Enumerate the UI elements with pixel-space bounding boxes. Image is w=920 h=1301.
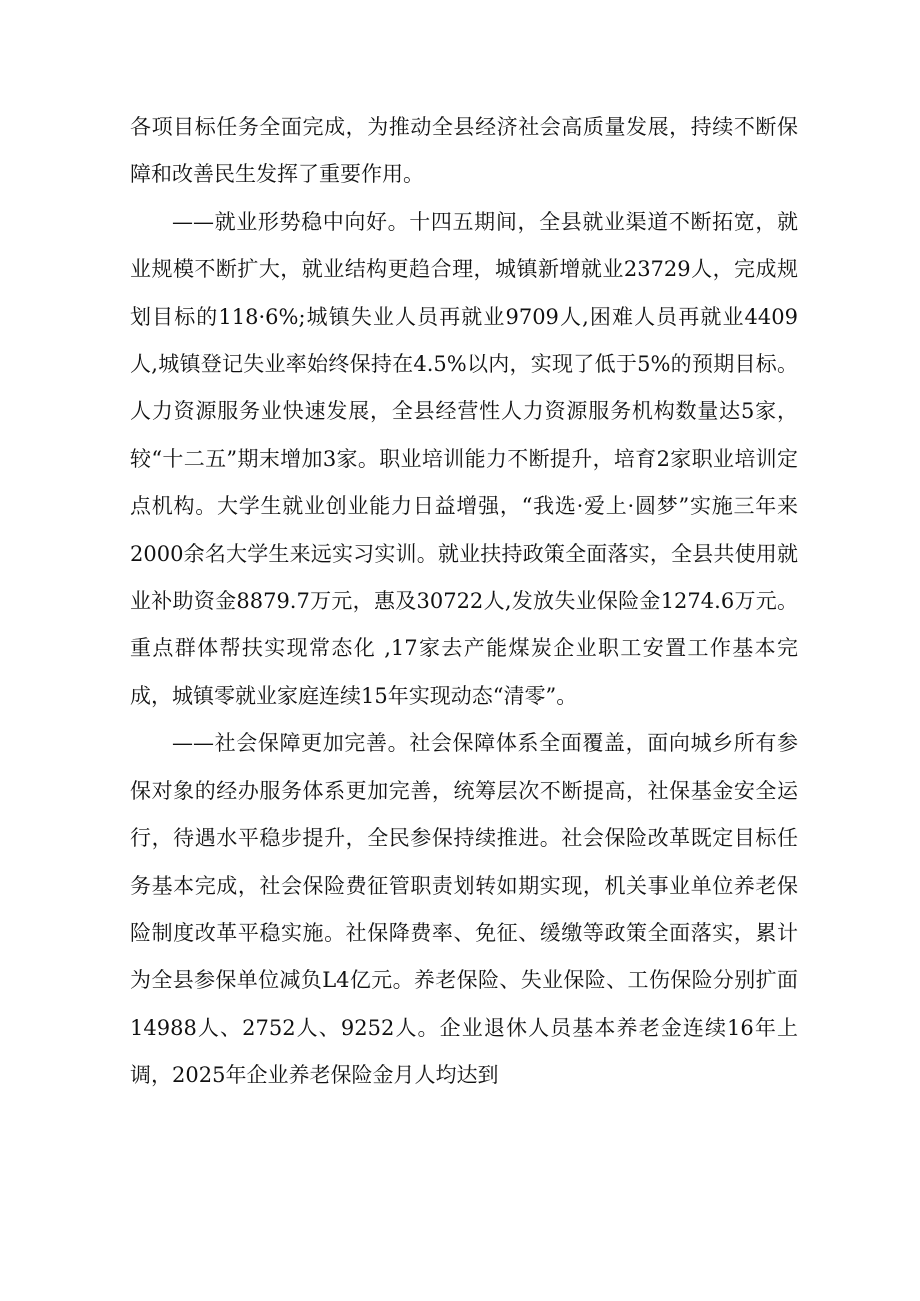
paragraph-social-security: ——社会保障更加完善。社会保障体系全面覆盖，面向城乡所有参保对象的经办服务体系更加完善，统筹层次不断提高，社保基金安全运行，待遇水平稳步提升，全民参保持续推进。社会保险改革既定目标任务基本完成，社会保险费征管职责划转如期实现，机关事业单位养老保险制度改革平稳实施。社保降费率、免征、缓缴等政策全面落实，累计为全县参保单位减负L4亿元。养老保险、失业保险、工伤保险分别扩面14988人、2752人、9252人。企业退休人员基本养老金连续16年上调，2025年企业养老保险金月人均达到 [130,731,798,1088]
paragraph-employment: ——就业形势稳中向好。十四五期间，全县就业渠道不断拓宽，就业规模不断扩大，就业结构更趋合理，城镇新增就业23729人，完成规划目标的118·6%;城镇失业人员再就业9709人,困难人员再就业4409人,城镇登记失业率始终保持在4.5%以内，实现了低于5%的预期目标。人力资源服务业快速发展，全县经营性人力资源服务机构数量达5家，较“十二五”期末增加3家。职业培训能力不断提升，培育2家职业培训定点机构。大学生就业创业能力日益增强，“我选·爱上·圆梦”实施三年来2000余名大学生来远实习实训。就业扶持政策全面落实，全县共使用就业补助资金8879.7万元，惠及30722人,发放失业保险金1274.6万元。重点群体帮扶实现常态化 ,17家去产能煤炭企业职工安置工作基本完成，城镇零就业家庭连续15年实现动态“清零”。 [130,209,798,708]
document-body [130,104,798,1100]
paragraph-continuation: 各项目标任务全面完成，为推动全县经济社会高质量发展，持续不断保障和改善民生发挥了重要作用。 [130,115,798,187]
